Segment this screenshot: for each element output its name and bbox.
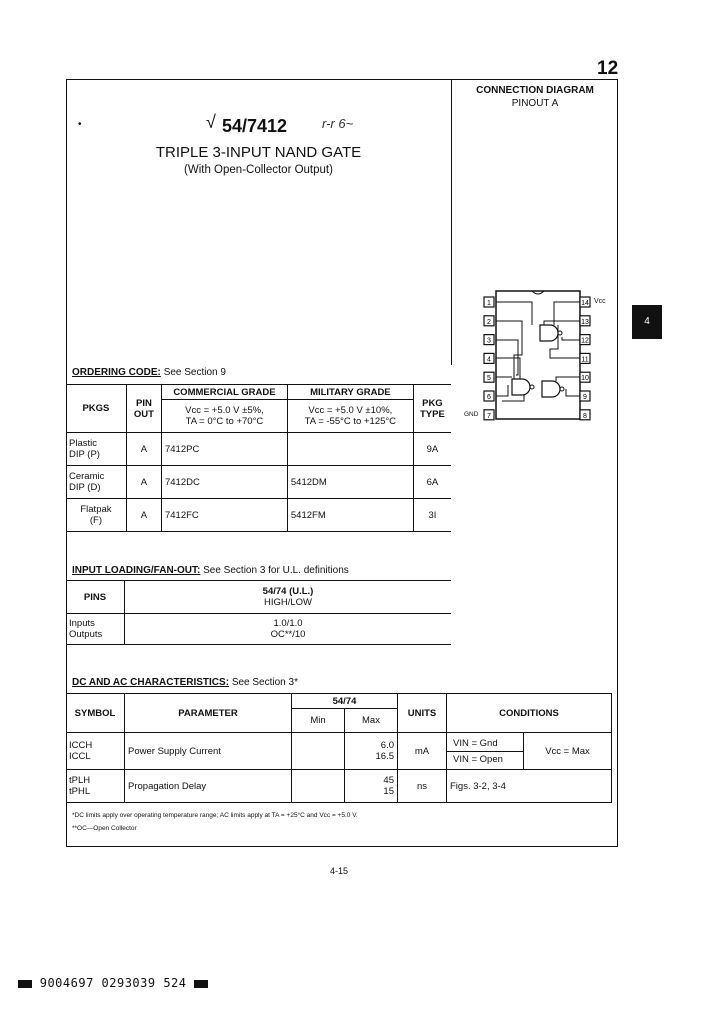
vcc-pin-label: Vcc [594, 298, 606, 305]
right-pin-number: 10 [581, 375, 589, 383]
table-row: Plastic DIP (P) A 7412PC 9A [66, 433, 451, 466]
right-pin-number: 13 [581, 318, 589, 326]
page-number: 12 [597, 58, 619, 79]
table-row: ICCH ICCL Power Supply Current 6.0 16.5 mA VIN = Gnd VIN = Open Vcc = Max [66, 733, 612, 770]
barcode-line: 9004697 0293039 524 [18, 976, 208, 990]
loading-table [66, 580, 451, 645]
col-max: Max [345, 709, 398, 733]
col-military: MILITARY GRADE [287, 385, 413, 400]
right-pin-number: 11 [581, 356, 589, 364]
connection-diagram-title: CONNECTION DIAGRAM [476, 85, 594, 96]
barcode-block-right [194, 980, 208, 988]
loading-heading: INPUT LOADING/FAN-OUT: See Section 3 for U.L. definitions [72, 565, 349, 576]
military-conditions: Vcc = +5.0 V ±10%, TA = -55°C to +125°C [287, 400, 413, 433]
dcac-heading: DC AND AC CHARACTERISTICS: See Section 3* [72, 677, 298, 688]
connection-diagram-subtitle: PINOUT A [511, 98, 559, 109]
left-pin-number: 7 [487, 412, 491, 420]
col-symbol: SYMBOL [66, 694, 125, 733]
left-pin-number: 6 [487, 394, 491, 401]
handwritten-note: r-r 6~ [322, 116, 354, 131]
ordering-table [66, 384, 451, 532]
gnd-pin-label: GND [464, 411, 479, 418]
table-row: tPLH tPHL Propagation Delay 45 15 ns Figs. 3-2, 3-4 [66, 770, 612, 803]
section-tab: 4 [632, 305, 662, 339]
right-pin-number: 8 [583, 412, 587, 420]
nand-gate-1 [540, 325, 558, 341]
col-min: Min [292, 709, 345, 733]
device-title: TRIPLE 3-INPUT NAND GATE [155, 144, 362, 161]
right-pin-number: 9 [583, 394, 587, 401]
handwritten-check: √ [206, 112, 216, 132]
header-divider [451, 80, 452, 365]
nand-gate-2 [512, 379, 530, 395]
right-pin-number: 14 [581, 300, 589, 307]
mark-dot: • [78, 119, 82, 130]
table-row: Flatpak (F) A 7412FC 5412FM 3I [66, 499, 451, 532]
right-pin-number: 12 [581, 337, 589, 345]
part-number: 54/7412 [222, 116, 288, 136]
left-pin-number: 5 [487, 375, 491, 383]
table-row: Ceramic DIP (D) A 7412DC 5412DM 6A [66, 466, 451, 499]
left-pin-number: 3 [487, 337, 491, 345]
footnote-1: *DC limits apply over operating temperature range; AC limits apply at TA = +25°C and Vcc = +5.0 V. [72, 812, 358, 819]
col-units: UNITS [398, 694, 447, 733]
left-pin-number: 2 [487, 318, 491, 326]
pinout-diagram [462, 285, 617, 425]
left-pin-number: 1 [487, 300, 491, 307]
col-commercial: COMMERCIAL GRADE [161, 385, 287, 400]
col-pkgs: PKGS [66, 385, 126, 433]
col-family: 54/74 [292, 694, 398, 709]
nand-gate-3 [542, 381, 560, 397]
footnote-2: **OC—Open Collector [72, 825, 137, 832]
device-subtitle: (With Open-Collector Output) [184, 164, 333, 176]
col-pins: PINS [66, 581, 125, 614]
col-parameter: PARAMETER [125, 694, 292, 733]
col-ul: 54/74 (U.L.) HIGH/LOW [125, 581, 452, 614]
barcode-block-left [18, 980, 32, 988]
dcac-table [66, 693, 612, 803]
footer-page-ref: 4-15 [330, 866, 349, 876]
col-pkg-type: PKG TYPE [413, 385, 451, 433]
col-conditions: CONDITIONS [447, 694, 612, 733]
table-row: Inputs Outputs 1.0/1.0 OC**/10 [66, 614, 451, 645]
left-pin-number: 4 [487, 356, 491, 364]
ordering-heading: ORDERING CODE: See Section 9 [72, 367, 226, 378]
col-pin-out: PIN OUT [126, 385, 161, 433]
commercial-conditions: Vcc = +5.0 V ±5%, TA = 0°C to +70°C [161, 400, 287, 433]
